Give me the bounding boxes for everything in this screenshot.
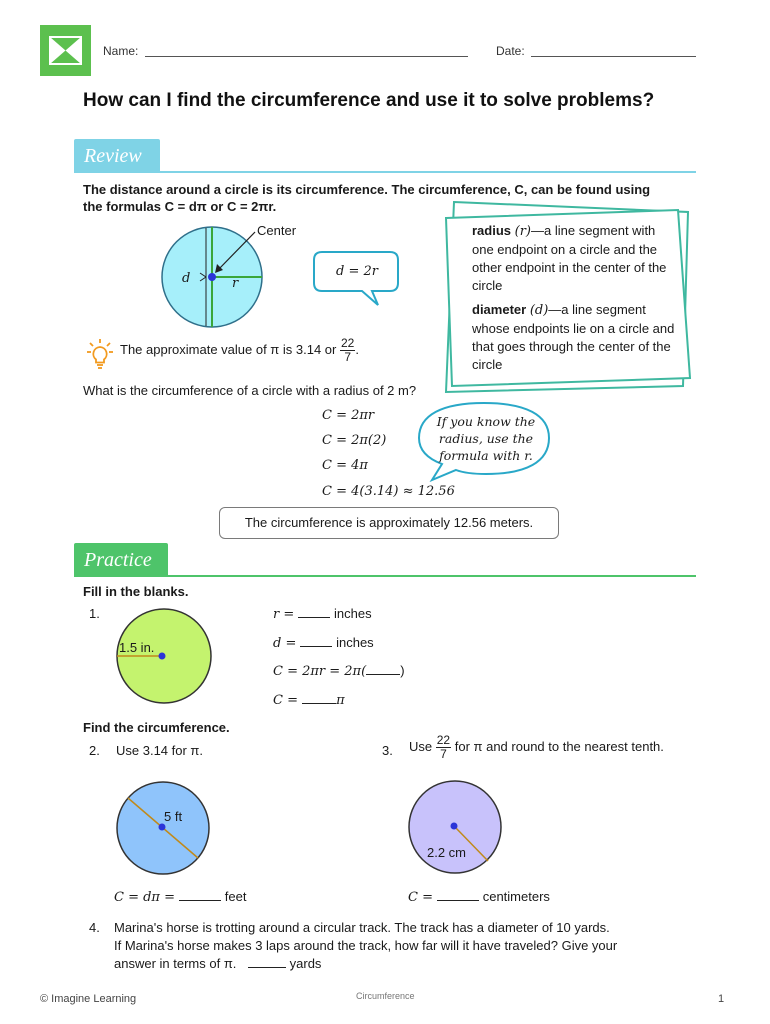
practice-rule bbox=[74, 575, 696, 577]
p1-blank-3[interactable] bbox=[366, 662, 400, 675]
p3-frac-den: 7 bbox=[440, 747, 447, 761]
review-question: What is the circumference of a circle with a radius of 2 m? bbox=[83, 383, 417, 398]
diameter-text: —a line segment whose endpoints lie on a circle and that goes through the center of the circle bbox=[472, 302, 675, 372]
formula-bubble-text: d = 2r bbox=[336, 264, 378, 279]
p1-line-2-pre: d = bbox=[273, 636, 301, 651]
problem-2-text: Use 3.14 for π. bbox=[116, 743, 204, 758]
hint-bubble-text: If you know the radius, use the formula with r. bbox=[436, 414, 536, 463]
p3-answer-post: centimeters bbox=[479, 889, 550, 904]
review-rule bbox=[74, 171, 696, 173]
p3-frac-num: 22 bbox=[436, 733, 451, 747]
p1-line-1 bbox=[273, 605, 372, 624]
problem-1-label: 1.5 in. bbox=[119, 640, 155, 655]
step-3: C = 4π bbox=[322, 458, 368, 473]
step-2: C = 2π(2) bbox=[322, 433, 387, 448]
step-4: C = 4(3.14) ≈ 12.56 bbox=[322, 484, 455, 499]
radius-term: radius bbox=[472, 223, 512, 238]
p1-line-3 bbox=[273, 662, 405, 681]
p1-line-2-post: inches bbox=[332, 635, 374, 650]
radius-definition bbox=[472, 222, 677, 295]
fill-heading: Fill in the blanks. bbox=[83, 584, 189, 599]
p3-fraction bbox=[436, 734, 451, 761]
p2-answer-pre: C = dπ = bbox=[114, 890, 180, 905]
p3-blank[interactable] bbox=[437, 888, 479, 901]
d-label: d bbox=[182, 271, 191, 286]
diameter-term: diameter bbox=[472, 302, 527, 317]
p3-answer-pre: C = bbox=[408, 890, 438, 905]
lightbulb-icon bbox=[86, 338, 114, 370]
name-field[interactable] bbox=[145, 56, 468, 57]
radius-symbol: (r) bbox=[514, 224, 531, 239]
p3-text-pre: Use bbox=[409, 738, 433, 754]
p4-blank[interactable] bbox=[248, 955, 286, 968]
radius-text: —a line segment with one endpoint on a circle and the other endpoint in the center of the circle bbox=[472, 223, 667, 293]
problem-1-number: 1. bbox=[89, 606, 100, 621]
p3-text-post: for π and round to the nearest tenth. bbox=[454, 738, 664, 754]
find-heading: Find the circumference. bbox=[83, 720, 230, 735]
date-label: Date: bbox=[496, 44, 525, 58]
problem-3-number: 3. bbox=[382, 743, 393, 758]
diameter-definition bbox=[472, 301, 677, 374]
pi-tip bbox=[120, 337, 359, 364]
review-tab: Review bbox=[74, 139, 160, 173]
p2-answer-post: feet bbox=[221, 889, 247, 904]
p4-unit: yards bbox=[286, 956, 322, 971]
problem-2-answer bbox=[114, 888, 246, 907]
page-title: How can I find the circumference and use it to solve problems? bbox=[83, 90, 655, 111]
name-label: Name: bbox=[103, 44, 139, 58]
problem-4-line-1: Marina's horse is trotting around a circular track. The track has a diameter of 10 yards. bbox=[114, 920, 610, 935]
p1-blank-1[interactable] bbox=[298, 605, 330, 618]
tip-frac-num: 22 bbox=[341, 336, 355, 350]
p1-blank-4[interactable] bbox=[302, 691, 336, 704]
p1-line-3-pre: C = 2πr = 2π( bbox=[273, 664, 367, 679]
problem-2-label: 5 ft bbox=[164, 809, 183, 824]
tip-frac-den: 7 bbox=[344, 350, 352, 364]
p1-line-1-post: inches bbox=[330, 606, 372, 621]
review-intro-line2: the formulas C = dπ or C = 2πr. bbox=[83, 199, 277, 214]
problem-3-text bbox=[409, 734, 664, 761]
p1-line-4 bbox=[273, 691, 345, 710]
pi-tip-fraction bbox=[340, 337, 355, 364]
review-intro-line1: The distance around a circle is its circumference. The circumference, C, can be found using bbox=[83, 182, 651, 197]
center-label: Center bbox=[257, 223, 297, 238]
problem-4-line-3 bbox=[114, 955, 321, 973]
footer-center: Circumference bbox=[356, 991, 415, 1001]
problem-2-number: 2. bbox=[89, 743, 100, 758]
answer-box: The circumference is approximately 12.56 meters. bbox=[219, 507, 559, 539]
date-field[interactable] bbox=[531, 56, 696, 57]
center-point bbox=[208, 273, 216, 281]
p1-line-3-post: ) bbox=[400, 663, 405, 678]
practice-tab: Practice bbox=[74, 543, 168, 577]
footer-page: 1 bbox=[718, 993, 725, 1005]
p1-line-1-pre: r = bbox=[273, 607, 299, 622]
p1-blank-2[interactable] bbox=[300, 634, 332, 647]
problem-3-answer bbox=[408, 888, 550, 907]
footer-copyright: © Imagine Learning bbox=[40, 993, 137, 1005]
r-label: r bbox=[232, 276, 239, 291]
p1-line-4-pre: C = bbox=[273, 693, 303, 708]
p2-blank[interactable] bbox=[179, 888, 221, 901]
p1-line-4-post: π bbox=[336, 693, 345, 708]
p1-line-2 bbox=[273, 634, 374, 653]
problem-2-circle bbox=[114, 779, 212, 877]
step-1: C = 2πr bbox=[322, 408, 375, 423]
diameter-symbol: (d) bbox=[529, 303, 549, 318]
problem-3-label: 2.2 cm bbox=[427, 845, 467, 860]
problem-4-number: 4. bbox=[89, 920, 100, 935]
publisher-logo bbox=[40, 25, 91, 76]
pi-tip-text: The approximate value of π is 3.14 or bbox=[120, 341, 337, 357]
pi-tip-end: . bbox=[355, 341, 359, 357]
p4-line-3-text: answer in terms of π. bbox=[114, 956, 237, 971]
problem-4-line-2: If Marina's horse makes 3 laps around the track, how far will it have traveled? Give your bbox=[114, 938, 618, 953]
